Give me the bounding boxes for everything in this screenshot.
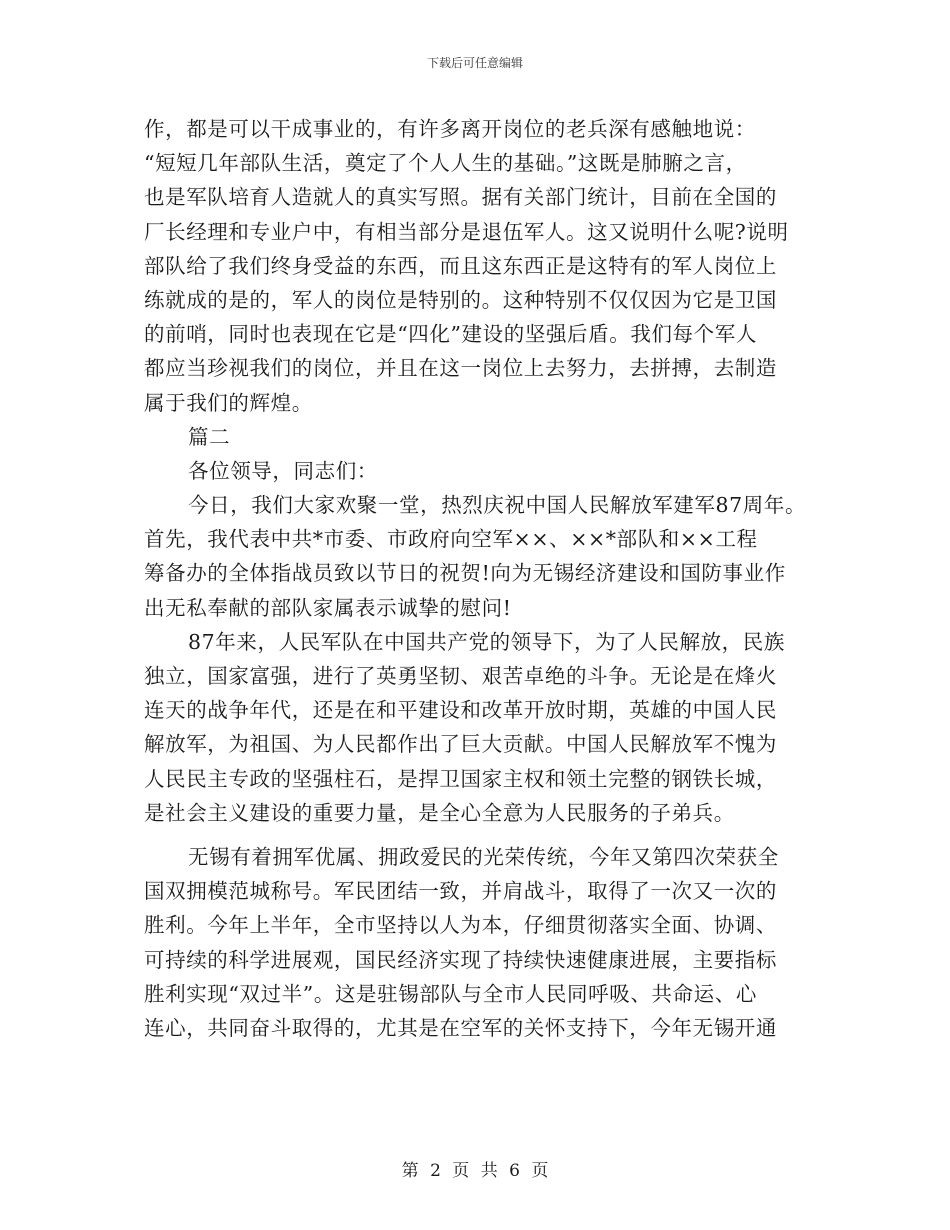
text-line: 解放军，为祖国、为人民都作出了巨大贡献。中国人民解放军不愧为: [144, 732, 777, 757]
text-line: 属于我们的辉煌。: [144, 390, 313, 415]
text-line: 厂长经理和专业户中，有相当部分是退伍军人。这又说明什么呢?说明: [144, 219, 789, 244]
text-line: 87年来，人民军队在中国共产党的领导下，为了人民解放，民族: [188, 629, 785, 654]
text-line: 胜利实现“双过半”。这是驻锡部队与全市人民同呼吸、共命运、心: [144, 981, 757, 1006]
document-body: [144, 112, 834, 1045]
text-line: 连心，共同奋斗取得的，尤其是在空军的关怀支持下，今年无锡开通: [144, 1015, 777, 1040]
text-line: 练就成的是的，军人的岗位是特别的。这种特别不仅仅因为它是卫国: [144, 287, 777, 312]
text-line: 的前哨，同时也表现在它是“四化”建设的坚强后盾。我们每个军人: [144, 322, 757, 347]
text-line: 作，都是可以干成事业的，有许多离开岗位的老兵深有感触地说：: [144, 117, 756, 141]
text-line: 部队给了我们终身受益的东西，而且这东西正是这特有的军人岗位上: [144, 253, 777, 278]
section-heading: 篇二: [188, 424, 231, 449]
text-line: 人民民主专政的坚强柱石，是捍卫国家主权和领土完整的钢铁长城，: [144, 766, 777, 791]
text-line: 首先，我代表中共*市委、市政府向空军××、××*部队和××工程: [144, 527, 758, 552]
salutation: 各位领导，同志们：: [188, 458, 378, 483]
paragraph-gap: [144, 830, 834, 840]
text-line: 独立，国家富强，进行了英勇坚韧、艰苦卓绝的斗争。无论是在烽火: [144, 664, 777, 688]
text-line: 出无私奉献的部队家属表示诚挚的慰问!: [144, 595, 512, 620]
page-header: 下载后可任意编辑: [426, 56, 523, 70]
text-line: 国双拥模范城称号。军民团结一致，并肩战斗，取得了一次又一次的: [144, 879, 777, 904]
text-line: 是社会主义建设的重要力量，是全心全意为人民服务的子弟兵。: [144, 800, 735, 825]
page-number: 第 2 页 共 6 页: [401, 1161, 549, 1181]
text-line: 可持续的科学进展观，国民经济实现了持续快速健康进展，主要指标: [144, 947, 777, 972]
text-line: 筹备办的全体指战员致以节日的祝贺!向为无锡经济建设和国防事业作: [144, 561, 786, 586]
text-line: 今日，我们大家欢聚一堂，热烈庆祝中国人民解放军建军87周年。: [188, 493, 807, 518]
text-line: 胜利。今年上半年，全市坚持以人为本，仔细贯彻落实全面、协调、: [144, 913, 777, 938]
text-line: 无锡有着拥军优属、拥政爱民的光荣传统，今年又第四次荣获全: [188, 844, 779, 869]
text-line: 也是军队培育人造就人的真实写照。据有关部门统计，目前在全国的: [144, 185, 777, 210]
text-line: 都应当珍视我们的岗位，并且在这一岗位上去努力，去拼搏，去制造: [144, 356, 777, 381]
text-line: 连天的战争年代，还是在和平建设和改革开放时期，英雄的中国人民: [144, 698, 777, 723]
text-line: “短短几年部队生活，奠定了个人人生的基础。”这既是肺腑之言，: [144, 151, 747, 176]
